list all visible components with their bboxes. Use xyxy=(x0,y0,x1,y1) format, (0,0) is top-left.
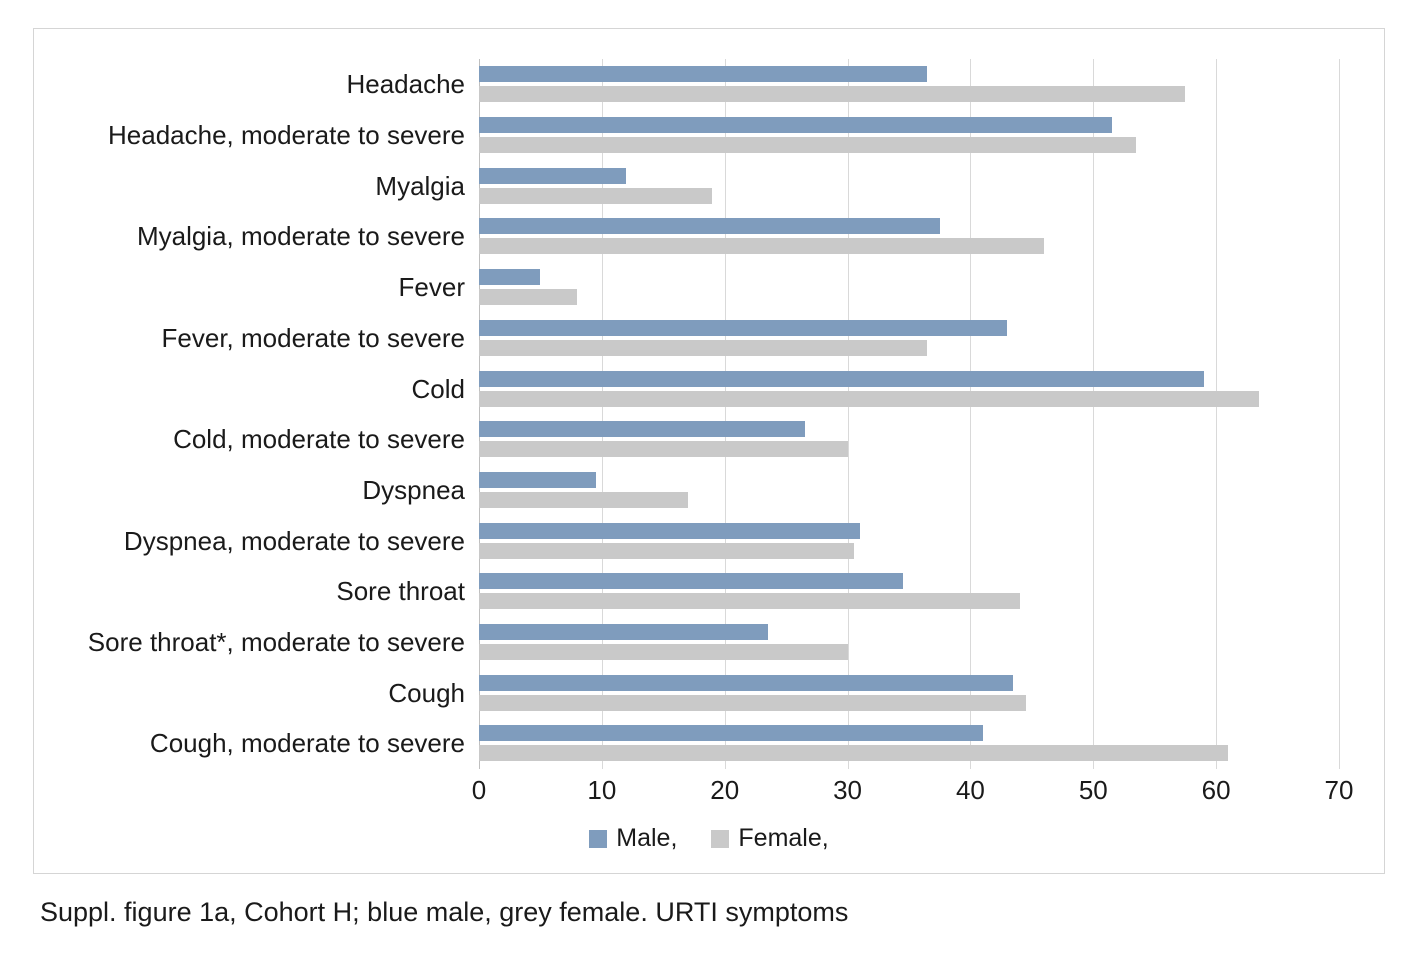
x-tick-label: 60 xyxy=(1201,775,1231,805)
category-label: Fever, moderate to severe xyxy=(161,322,465,353)
figure-caption: Suppl. figure 1a, Cohort H; blue male, grey female. URTI symptoms xyxy=(40,897,849,927)
category-label: Dyspnea, moderate to severe xyxy=(123,525,465,556)
bar-female xyxy=(479,644,848,660)
legend-swatch-female-icon xyxy=(711,830,729,848)
bar-male xyxy=(479,168,626,184)
bar-female xyxy=(479,543,854,559)
bar-female xyxy=(479,137,1136,153)
x-tick-label: 20 xyxy=(710,775,740,805)
chart-plot-area xyxy=(87,59,1339,769)
bar-rows xyxy=(87,59,1339,769)
bar-male xyxy=(479,421,805,437)
bar-row xyxy=(411,363,1339,414)
bar-female xyxy=(479,289,577,305)
bar-row xyxy=(123,515,1339,566)
bar-male xyxy=(479,269,540,285)
bar-female xyxy=(479,441,848,457)
bar-row xyxy=(388,667,1339,718)
bar-male xyxy=(479,218,940,234)
category-label: Cold, moderate to severe xyxy=(173,424,465,455)
bar-female xyxy=(479,593,1020,609)
category-label: Cough, moderate to severe xyxy=(149,728,465,759)
bar-row xyxy=(108,110,1339,161)
bar-row xyxy=(136,211,1339,262)
bar-row xyxy=(149,718,1339,769)
category-label: Headache xyxy=(346,69,465,100)
bar-female xyxy=(479,188,712,204)
bar-male xyxy=(479,523,860,539)
gridline-70 xyxy=(1339,59,1340,769)
bar-female xyxy=(479,391,1259,407)
bar-male xyxy=(479,573,903,589)
x-tick-label: 70 xyxy=(1324,775,1354,805)
x-axis xyxy=(471,769,1354,815)
bar-male xyxy=(479,675,1013,691)
bar-male xyxy=(479,725,983,741)
bar-male xyxy=(479,371,1204,387)
legend-item-male xyxy=(589,824,677,853)
figure-panel xyxy=(33,28,1385,874)
category-label: Dyspnea xyxy=(362,474,465,505)
legend-label-male: Male, xyxy=(616,824,678,852)
bar-row xyxy=(161,313,1339,364)
x-tick-label: 50 xyxy=(1078,775,1108,805)
legend-swatch-male-icon xyxy=(589,830,607,848)
bar-female xyxy=(479,745,1228,761)
bar-male xyxy=(479,624,768,640)
bar-female xyxy=(479,695,1026,711)
x-tick-label: 10 xyxy=(587,775,617,805)
bar-male xyxy=(479,320,1007,336)
bar-male xyxy=(479,117,1112,133)
bar-row xyxy=(398,262,1339,313)
bar-female xyxy=(479,492,688,508)
category-label: Cold xyxy=(411,373,465,404)
bar-row xyxy=(362,465,1339,516)
x-tick-label: 0 xyxy=(471,775,487,805)
bar-row xyxy=(375,160,1339,211)
x-tick-label: 40 xyxy=(955,775,985,805)
bar-female xyxy=(479,340,927,356)
bar-row xyxy=(87,617,1339,668)
legend-item-female xyxy=(711,824,828,853)
bar-row xyxy=(336,566,1339,617)
bar-row xyxy=(173,414,1339,465)
category-label: Myalgia xyxy=(375,170,465,201)
x-tick-label: 30 xyxy=(833,775,863,805)
category-label: Cough xyxy=(388,677,465,708)
bar-female xyxy=(479,238,1044,254)
category-label: Headache, moderate to severe xyxy=(108,120,465,151)
bar-male xyxy=(479,472,596,488)
category-label: Myalgia, moderate to severe xyxy=(136,221,465,252)
chart-legend xyxy=(34,824,1384,853)
category-label: Sore throat xyxy=(336,576,465,607)
category-label: Fever xyxy=(398,272,465,303)
legend-label-female: Female, xyxy=(738,824,829,852)
category-label: Sore throat*, moderate to severe xyxy=(87,627,465,658)
bar-male xyxy=(479,66,927,82)
bar-female xyxy=(479,86,1185,102)
bar-row xyxy=(346,59,1339,110)
